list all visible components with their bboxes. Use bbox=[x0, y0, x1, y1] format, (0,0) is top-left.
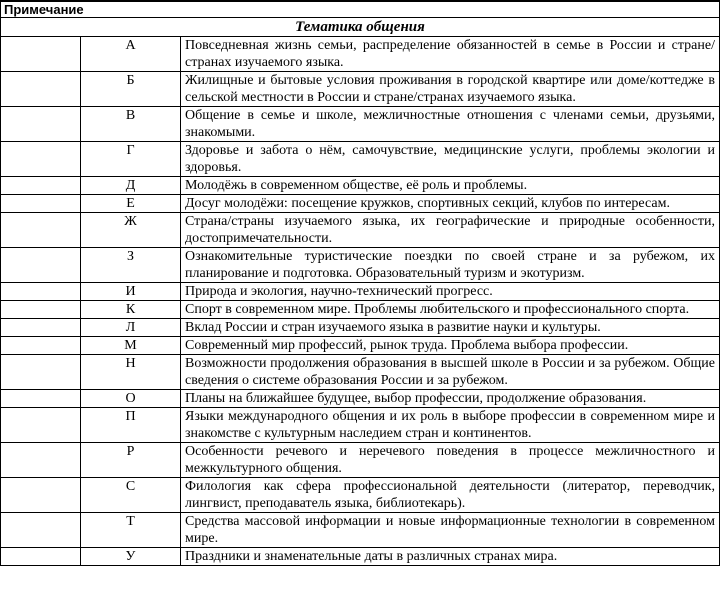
topic-description: Общение в семье и школе, межличностные отношения с членами семьи, друзьями, знакомыми. bbox=[181, 107, 720, 142]
topic-letter: Е bbox=[81, 195, 181, 213]
theme-header-row bbox=[1, 18, 720, 37]
empty-cell bbox=[1, 301, 81, 319]
topic-description: Особенности речевого и неречевого поведения в процессе межличностного и межкультурного общения. bbox=[181, 443, 720, 478]
theme-title: Тематика общения bbox=[1, 18, 720, 37]
empty-cell bbox=[1, 478, 81, 513]
topic-description: Филология как сфера профессиональной деятельности (литератор, переводчик, лингвист, преподаватель языка, библиотекарь). bbox=[181, 478, 720, 513]
topic-letter: Т bbox=[81, 513, 181, 548]
topic-letter: Ж bbox=[81, 213, 181, 248]
topic-letter: П bbox=[81, 408, 181, 443]
topic-description: Языки международного общения и их роль в выборе профессии в современном мире и знакомстве с культурным наследием стран и континентов. bbox=[181, 408, 720, 443]
topic-row bbox=[1, 513, 720, 548]
topic-description: Спорт в современном мире. Проблемы любительского и профессионального спорта. bbox=[181, 301, 720, 319]
topic-row bbox=[1, 195, 720, 213]
topic-letter: А bbox=[81, 37, 181, 72]
topic-row bbox=[1, 37, 720, 72]
topic-row bbox=[1, 390, 720, 408]
empty-cell bbox=[1, 248, 81, 283]
topic-description: Возможности продолжения образования в высшей школе в России и за рубежом. Общие сведения о системе образования России и за рубежом. bbox=[181, 355, 720, 390]
topic-row bbox=[1, 248, 720, 283]
topic-letter: М bbox=[81, 337, 181, 355]
topic-row bbox=[1, 319, 720, 337]
topic-letter: Г bbox=[81, 142, 181, 177]
empty-cell bbox=[1, 72, 81, 107]
topic-description: Досуг молодёжи: посещение кружков, спортивных секций, клубов по интересам. bbox=[181, 195, 720, 213]
topic-row bbox=[1, 337, 720, 355]
empty-cell bbox=[1, 548, 81, 566]
empty-cell bbox=[1, 355, 81, 390]
empty-cell bbox=[1, 195, 81, 213]
empty-cell bbox=[1, 177, 81, 195]
topic-description: Ознакомительные туристические поездки по своей стране и за рубежом, их планирование и подготовка. Образовательный туризм и экотуризм. bbox=[181, 248, 720, 283]
topic-letter: С bbox=[81, 478, 181, 513]
topic-description: Вклад России и стран изучаемого языка в развитие науки и культуры. bbox=[181, 319, 720, 337]
topic-description: Природа и экология, научно-технический прогресс. bbox=[181, 283, 720, 301]
topic-description: Праздники и знаменательные даты в различных странах мира. bbox=[181, 548, 720, 566]
topic-row bbox=[1, 177, 720, 195]
topic-letter: У bbox=[81, 548, 181, 566]
topic-letter: Л bbox=[81, 319, 181, 337]
topic-letter: В bbox=[81, 107, 181, 142]
topic-letter: З bbox=[81, 248, 181, 283]
empty-cell bbox=[1, 37, 81, 72]
note-header-row bbox=[1, 1, 720, 18]
topic-letter: К bbox=[81, 301, 181, 319]
topic-letter: Р bbox=[81, 443, 181, 478]
topic-row bbox=[1, 548, 720, 566]
empty-cell bbox=[1, 142, 81, 177]
topic-row bbox=[1, 355, 720, 390]
topic-description: Здоровье и забота о нём, самочувствие, медицинские услуги, проблемы экологии и здоровья. bbox=[181, 142, 720, 177]
topic-letter: И bbox=[81, 283, 181, 301]
topic-description: Планы на ближайшее будущее, выбор профессии, продолжение образования. bbox=[181, 390, 720, 408]
topic-letter: Д bbox=[81, 177, 181, 195]
topic-row bbox=[1, 107, 720, 142]
topic-letter: Б bbox=[81, 72, 181, 107]
empty-cell bbox=[1, 513, 81, 548]
topic-row bbox=[1, 142, 720, 177]
empty-cell bbox=[1, 337, 81, 355]
topic-description: Страна/страны изучаемого языка, их географические и природные особенности, достопримечательности. bbox=[181, 213, 720, 248]
empty-cell bbox=[1, 319, 81, 337]
topic-description: Молодёжь в современном обществе, её роль и проблемы. bbox=[181, 177, 720, 195]
note-label: Примечание bbox=[1, 1, 720, 18]
topic-row bbox=[1, 478, 720, 513]
topic-description: Повседневная жизнь семьи, распределение обязанностей в семье в России и стране/странах изучаемого языка. bbox=[181, 37, 720, 72]
empty-cell bbox=[1, 213, 81, 248]
topic-letter: О bbox=[81, 390, 181, 408]
topic-row bbox=[1, 301, 720, 319]
empty-cell bbox=[1, 390, 81, 408]
topic-letter: Н bbox=[81, 355, 181, 390]
topic-description: Современный мир профессий, рынок труда. Проблема выбора профессии. bbox=[181, 337, 720, 355]
empty-cell bbox=[1, 283, 81, 301]
topic-row bbox=[1, 408, 720, 443]
topic-row bbox=[1, 213, 720, 248]
topic-row bbox=[1, 443, 720, 478]
empty-cell bbox=[1, 443, 81, 478]
topic-row bbox=[1, 72, 720, 107]
empty-cell bbox=[1, 408, 81, 443]
topic-row bbox=[1, 283, 720, 301]
topic-description: Средства массовой информации и новые информационные технологии в современном мире. bbox=[181, 513, 720, 548]
topic-description: Жилищные и бытовые условия проживания в городской квартире или доме/коттедже в сельской местности в России и стране/странах изучаемого языка. bbox=[181, 72, 720, 107]
empty-cell bbox=[1, 107, 81, 142]
